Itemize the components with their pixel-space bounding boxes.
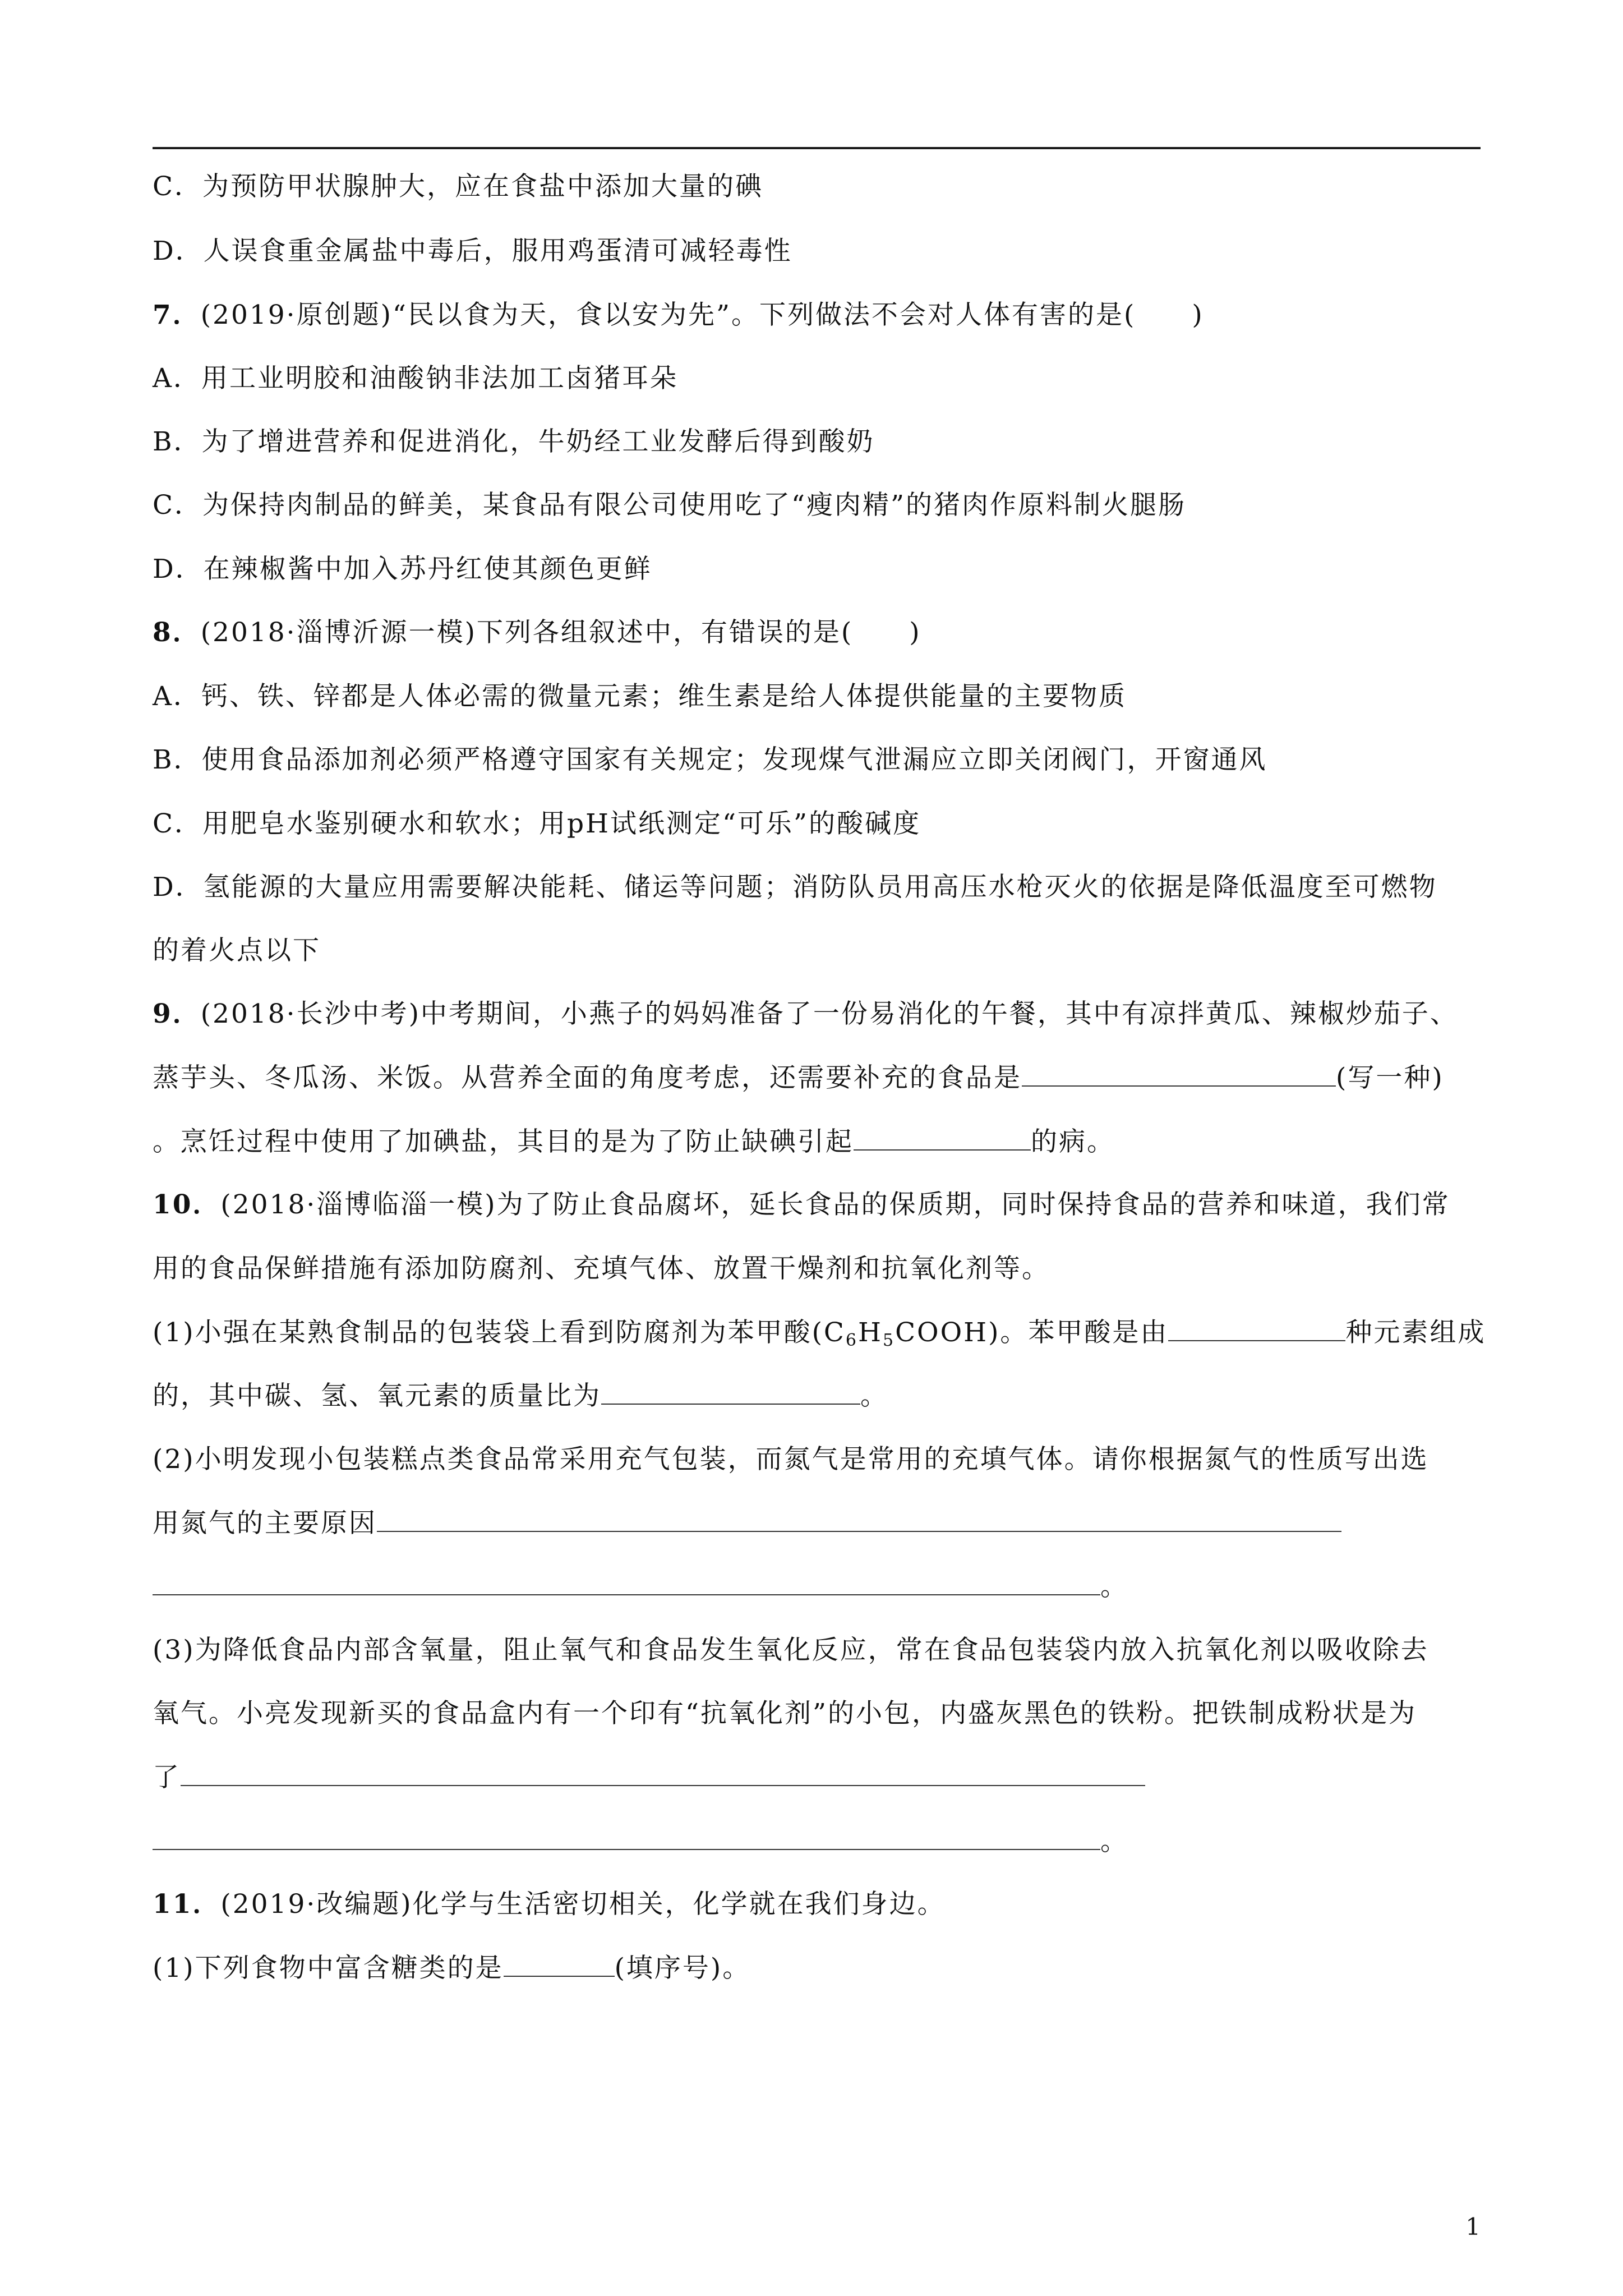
q11-part-1	[153, 1951, 750, 1985]
formula-part: COOH	[895, 1317, 989, 1348]
q10-part-2-line-3	[153, 1570, 1128, 1604]
q9-line-2	[153, 1061, 1444, 1095]
question-10-stem: (2018·淄博临淄一模)为了防止食品腐坏，延长食品的保质期，同时保持食品的营养和味道，我们常	[220, 1189, 1450, 1220]
q6-option-c: C．为预防甲状腺肿大，应在食盐中添加大量的碘	[153, 171, 763, 202]
answer-blank-disease[interactable]	[854, 1125, 1031, 1151]
q10-part-3-text: 了	[153, 1762, 181, 1793]
q9-text-end: 的病。	[1031, 1126, 1115, 1157]
question-7	[153, 298, 1204, 332]
answer-blank-iron-powder[interactable]	[181, 1760, 1145, 1786]
q6-option-d: D．人误食重金属盐中毒后，服用鸡蛋清可减轻毒性	[153, 236, 792, 266]
q10-part-1-text: 。	[860, 1381, 888, 1411]
answer-blank-nitrogen-reason-cont[interactable]	[153, 1570, 1100, 1595]
question-11-number: 11．	[153, 1889, 221, 1920]
q10-part-1-text: 的，其中碳、氢、氧元素的质量比为	[153, 1381, 601, 1411]
question-9-stem: (2018·长沙中考)中考期间，小燕子的妈妈准备了一份易消化的午餐，其中有凉拌黄瓜、辣椒炒茄子、	[200, 999, 1458, 1029]
q7-option-b: B．为了增进营养和促进消化，牛奶经工业发酵后得到酸奶	[153, 426, 875, 457]
question-8-number: 8．	[153, 617, 201, 648]
q10-part-3: (3)为降低食品内部含氧量，阻止氧气和食品发生氧化反应，常在食品包装袋内放入抗氧化剂以吸收除去	[153, 1635, 1429, 1665]
q10-part-3-line-3	[153, 1760, 1145, 1795]
answer-blank-mass-ratio[interactable]	[601, 1379, 860, 1405]
question-9-number: 9．	[153, 999, 201, 1029]
formula-part: H	[857, 1317, 883, 1348]
answer-blank-food[interactable]	[1022, 1061, 1336, 1087]
q10-part-3-text: 。	[1100, 1826, 1128, 1857]
question-9	[153, 997, 1458, 1031]
answer-blank-iron-powder-cont[interactable]	[153, 1824, 1100, 1850]
question-11-stem: (2019·改编题)化学与生活密切相关，化学就在我们身边。	[220, 1889, 946, 1920]
question-10	[153, 1188, 1450, 1222]
q10-part-1-text: 种元素组成	[1345, 1317, 1486, 1348]
q9-line-3	[153, 1125, 1115, 1159]
q10-part-3-line-2: 氧气。小亮发现新买的食品盒内有一个印有“抗氧化剂”的小包，内盛灰黑色的铁粉。把铁制成粉状是为	[153, 1698, 1417, 1729]
answer-blank-element-count[interactable]	[1168, 1315, 1345, 1341]
q10-part-2: (2)小明发现小包装糕点类食品常采用充气包装，而氮气是常用的充填气体。请你根据氮气的性质写出选	[153, 1444, 1429, 1475]
question-7-number: 7．	[153, 300, 201, 330]
answer-blank-nitrogen-reason[interactable]	[377, 1506, 1341, 1532]
q8-option-d: D．氢能源的大量应用需要解决能耗、储运等问题；消防队员用高压水枪灭火的依据是降低温度至可燃物	[153, 872, 1437, 903]
answer-blank-carbohydrate[interactable]	[504, 1951, 615, 1977]
formula-subscript: 6	[845, 1331, 858, 1350]
question-8-stem: (2018·淄博沂源一模)下列各组叙述中，有错误的是( )	[200, 617, 921, 648]
q10-line-2: 用的食品保鲜措施有添加防腐剂、充填气体、放置干燥剂和抗氧化剂等。	[153, 1253, 1050, 1284]
header-rule	[153, 147, 1481, 149]
question-11	[153, 1888, 946, 1921]
q7-option-d: D．在辣椒酱中加入苏丹红使其颜色更鲜	[153, 554, 652, 585]
q7-option-a: A．用工业明胶和油酸钠非法加工卤猪耳朵	[153, 363, 678, 394]
q11-part-1-hint: (填序号)。	[614, 1953, 751, 1984]
q9-text: 。烹饪过程中使用了加碘盐，其目的是为了防止缺碘引起	[153, 1126, 854, 1157]
formula-part: C	[823, 1317, 846, 1348]
q10-part-1	[153, 1315, 1486, 1350]
q11-part-1-text: (1)下列食物中富含糖类的是	[153, 1953, 504, 1984]
q8-option-d-cont: 的着火点以下	[153, 935, 321, 966]
q8-option-b: B．使用食品添加剂必须严格遵守国家有关规定；发现煤气泄漏应立即关闭阀门，开窗通风	[153, 744, 1267, 775]
page-number: 1	[1465, 2213, 1481, 2240]
q10-part-2-text: 用氮气的主要原因	[153, 1508, 377, 1539]
question-10-number: 10．	[153, 1189, 221, 1220]
q7-option-c: C．为保持肉制品的鲜美，某食品有限公司使用吃了“瘦肉精”的猪肉作原料制火腿肠	[153, 490, 1187, 521]
q10-part-3-line-4	[153, 1824, 1128, 1858]
q10-part-1-text: )。苯甲酸是由	[988, 1317, 1169, 1348]
q10-part-2-line-2	[153, 1506, 1341, 1540]
q10-part-1-text: (1)小强在某熟食制品的包装袋上看到防腐剂为苯甲酸(	[153, 1317, 824, 1348]
formula-subscript: 5	[882, 1331, 896, 1350]
q8-option-c: C．用肥皂水鉴别硬水和软水；用pH试纸测定“可乐”的酸碱度	[153, 808, 921, 839]
q10-part-1-line-2	[153, 1379, 888, 1413]
question-7-stem: (2019·原创题)“民以食为天，食以安为先”。下列做法不会对人体有害的是( )	[200, 300, 1204, 330]
q8-option-a: A．钙、铁、锌都是人体必需的微量元素；维生素是给人体提供能量的主要物质	[153, 681, 1127, 712]
question-8	[153, 616, 921, 650]
q9-hint: (写一种)	[1336, 1062, 1444, 1093]
q10-part-2-text: 。	[1100, 1571, 1128, 1602]
q9-text: 蒸芋头、冬瓜汤、米饭。从营养全面的角度考虑，还需要补充的食品是	[153, 1062, 1022, 1093]
